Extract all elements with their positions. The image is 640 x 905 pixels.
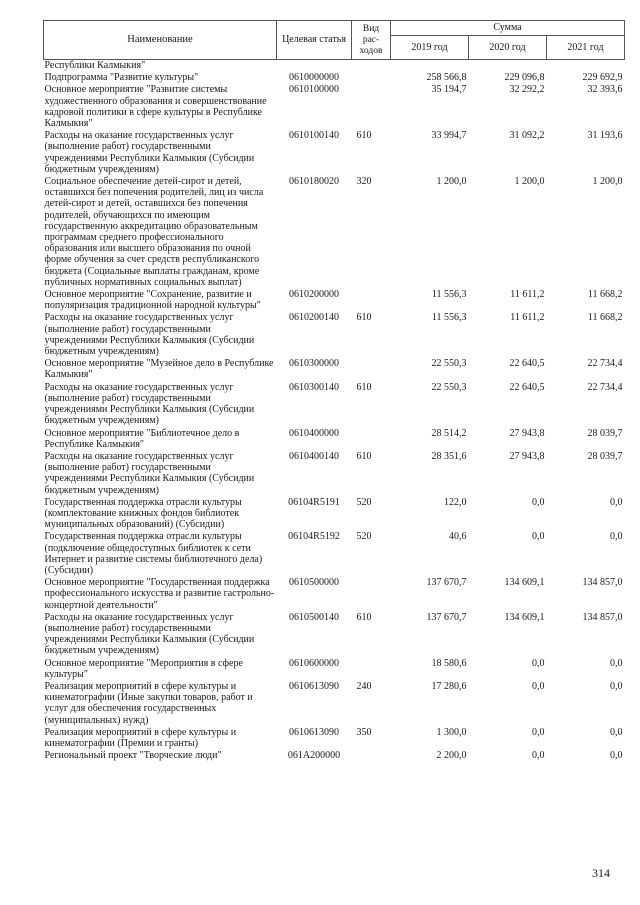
row-amount-2020: 22 640,5 <box>509 381 545 393</box>
row-code: 0610100140 <box>289 130 339 142</box>
row-amount-2021: 28 039,7 <box>587 450 623 462</box>
row-amount-2021: 11 668,2 <box>587 312 623 324</box>
row-amount-2020: 0,0 <box>532 657 545 669</box>
row-expense-type: 610 <box>356 130 372 142</box>
row-name: Республики Калмыкия" <box>44 60 146 71</box>
row-expense-type <box>352 289 391 312</box>
row-name: Основное мероприятие "Сохранение, развитие и популяризация традиционной народной культуры" <box>44 289 261 312</box>
row-amount-2019: 137 670,7 <box>426 577 467 589</box>
table-row <box>44 84 625 130</box>
row-expense-type: 610 <box>356 381 372 393</box>
row-amount-2020: 31 092,2 <box>509 130 545 142</box>
row-amount-2021: 134 857,0 <box>582 611 623 623</box>
row-amount-2020: 11 611,2 <box>510 312 545 324</box>
row-name: Расходы на оказание государственных услуг (выполнение работ) государственными учреждениями Республики Калмыкия (Субсидии бюджетным учреждениям) <box>44 130 255 175</box>
row-amount-2020: 0,0 <box>532 726 545 738</box>
table-row <box>44 577 625 612</box>
table-row <box>44 72 625 84</box>
row-expense-type <box>352 72 391 84</box>
table-row <box>44 727 625 750</box>
row-code: 06104R5192 <box>288 531 340 543</box>
row-amount-2020 <box>469 60 547 73</box>
row-amount-2019: 122,0 <box>444 496 467 508</box>
row-amount-2021: 134 857,0 <box>582 577 623 589</box>
budget-table <box>43 20 625 762</box>
row-amount-2019: 11 556,3 <box>431 312 467 324</box>
row-name: Основное мероприятие "Мероприятия в сфере культуры" <box>44 657 243 680</box>
row-code: 061A200000 <box>287 750 341 762</box>
row-code: 0610300140 <box>289 381 339 393</box>
row-name: Основное мероприятие "Развитие системы художественного образования и совершенствование кадровой политики в сфере культуры в Республике Калмыкия" <box>44 84 267 130</box>
row-amount-2019: 33 994,7 <box>431 130 467 142</box>
row-amount-2019: 1 300,0 <box>436 726 467 738</box>
row-amount-2019: 35 194,7 <box>431 84 467 96</box>
row-name: Региональный проект "Творческие люди" <box>44 750 222 762</box>
row-amount-2021: 31 193,6 <box>587 130 623 142</box>
row-amount-2019: 28 351,6 <box>431 450 467 462</box>
table-row <box>44 451 625 497</box>
table-row <box>44 289 625 312</box>
header-year-2019: 2019 год <box>391 36 469 60</box>
row-name: Реализация мероприятий в сфере культуры и кинематографии (Иные закупки товаров, работ и услуг для обеспечения государственных (муниципальных) нужд) <box>44 680 253 726</box>
row-amount-2021: 0,0 <box>610 726 623 738</box>
row-expense-type <box>352 577 391 612</box>
row-amount-2019: 28 514,2 <box>431 427 467 439</box>
table-row <box>44 531 625 577</box>
row-code: 0610300000 <box>289 358 339 370</box>
row-expense-type <box>352 60 391 73</box>
row-expense-type <box>352 358 391 381</box>
row-amount-2020: 32 292,2 <box>509 84 545 96</box>
table-row <box>44 750 625 762</box>
row-name: Социальное обеспечение детей-сирот и детей, оставшихся без попечения родителей, лиц из числа детей-сирот и детей, оставшихся без попечения родителей, обучающихся по имеющим государственную аккредитацию образовательным программам среднего профессионального образования или высшего образования по очной форме обучения за счет средств республиканского бюджета (Социальные выплаты гражданам, кроме публичных нормативных социальных выплат) <box>44 176 264 288</box>
table-header <box>44 21 625 60</box>
row-amount-2021: 32 393,6 <box>587 84 623 96</box>
row-amount-2021: 229 692,9 <box>582 72 623 84</box>
table-row <box>44 428 625 451</box>
row-name: Государственная поддержка отрасли культуры (комплектование книжных фондов библиотек муниципальных образований) (Субсидии) <box>44 496 242 531</box>
row-expense-type <box>352 750 391 762</box>
header-code: Целевая статья <box>277 21 352 60</box>
row-expense-type: 610 <box>356 450 372 462</box>
row-code: 0610000000 <box>289 72 339 84</box>
row-name: Расходы на оказание государственных услуг (выполнение работ) государственными учреждениями Республики Калмыкия (Субсидии бюджетным учреждениям) <box>44 611 255 657</box>
row-code: 0610100000 <box>289 84 339 96</box>
row-expense-type <box>352 428 391 451</box>
row-amount-2021: 28 039,7 <box>587 427 623 439</box>
row-amount-2021: 22 734,4 <box>587 381 623 393</box>
header-year-2021: 2021 год <box>547 36 625 60</box>
row-amount-2021: 0,0 <box>610 531 623 543</box>
row-code: 0610200000 <box>289 289 339 301</box>
row-amount-2019: 22 550,3 <box>431 381 467 393</box>
row-amount-2019: 137 670,7 <box>426 611 467 623</box>
row-amount-2020: 27 943,8 <box>509 450 545 462</box>
row-code: 0610180020 <box>289 176 339 188</box>
row-expense-type: 520 <box>356 496 372 508</box>
row-amount-2020: 11 611,2 <box>510 289 545 301</box>
header-year-2020: 2020 год <box>469 36 547 60</box>
row-amount-2020: 1 200,0 <box>514 176 545 188</box>
header-sum: Сумма <box>391 21 625 36</box>
row-amount-2020: 22 640,5 <box>509 358 545 370</box>
row-amount-2021: 0,0 <box>610 657 623 669</box>
row-name: Подпрограмма "Развитие культуры" <box>44 72 199 84</box>
table-row <box>44 382 625 428</box>
row-amount-2019: 17 280,6 <box>431 680 467 692</box>
row-amount-2021: 11 668,2 <box>587 289 623 301</box>
row-expense-type: 520 <box>356 531 372 543</box>
table-row <box>44 312 625 358</box>
row-code: 06104R5191 <box>288 496 340 508</box>
row-name: Расходы на оказание государственных услуг (выполнение работ) государственными учреждениями Республики Калмыкия (Субсидии бюджетным учреждениям) <box>44 381 255 427</box>
row-expense-type: 610 <box>356 312 372 324</box>
row-amount-2021: 0,0 <box>610 750 623 762</box>
row-amount-2019 <box>391 60 469 73</box>
row-amount-2021: 22 734,4 <box>587 358 623 370</box>
row-code: 0610613090 <box>289 726 339 738</box>
row-code: 0610500140 <box>289 611 339 623</box>
row-expense-type: 610 <box>356 611 372 623</box>
row-amount-2020: 0,0 <box>532 680 545 692</box>
row-amount-2020: 134 609,1 <box>504 577 545 589</box>
table-row <box>44 60 625 73</box>
row-name: Основное мероприятие "Государственная поддержка профессионального искусства и развитие гастрольно-концертной деятельности" <box>44 577 275 611</box>
table-body <box>44 60 625 763</box>
row-expense-type: 350 <box>356 726 372 738</box>
row-name: Расходы на оказание государственных услуг (выполнение работ) государственными учреждениями Республики Калмыкия (Субсидии бюджетным учреждениям) <box>44 312 255 358</box>
row-expense-type: 320 <box>356 176 372 188</box>
budget-table-page <box>43 20 624 762</box>
row-amount-2020: 0,0 <box>532 750 545 762</box>
row-amount-2021: 0,0 <box>610 496 623 508</box>
page-number: 314 <box>592 866 610 880</box>
row-amount-2020: 0,0 <box>532 496 545 508</box>
row-expense-type: 240 <box>356 680 372 692</box>
table-row <box>44 681 625 727</box>
row-code: 0610600000 <box>289 657 339 669</box>
table-row <box>44 612 625 658</box>
table-row <box>44 130 625 176</box>
row-code: 0610613090 <box>289 680 339 692</box>
row-name: Реализация мероприятий в сфере культуры и кинематографии (Премии и гранты) <box>44 726 237 749</box>
row-amount-2020: 0,0 <box>532 531 545 543</box>
row-amount-2021: 0,0 <box>610 680 623 692</box>
row-amount-2020: 134 609,1 <box>504 611 545 623</box>
row-amount-2019: 18 580,6 <box>431 657 467 669</box>
row-name: Основное мероприятие "Библиотечное дело в Республике Калмыкия" <box>44 427 240 450</box>
row-code: 0610400000 <box>289 427 339 439</box>
row-amount-2019: 258 566,8 <box>426 72 467 84</box>
row-code <box>277 60 352 73</box>
row-amount-2019: 11 556,3 <box>431 289 467 301</box>
header-vid: Вид рас-ходов <box>352 21 391 60</box>
row-expense-type <box>352 658 391 681</box>
row-amount-2019: 1 200,0 <box>436 176 467 188</box>
row-code: 0610200140 <box>289 312 339 324</box>
row-name: Государственная поддержка отрасли культуры (подключение общедоступных библиотек к сети Интернет и развитие системы библиотечного дела) (Субсидии) <box>44 531 263 576</box>
table-row <box>44 497 625 532</box>
table-row <box>44 176 625 289</box>
row-amount-2021 <box>547 60 625 73</box>
row-name: Основное мероприятие "Музейное дело в Республике Калмыкия" <box>44 358 274 381</box>
row-amount-2019: 40,6 <box>449 531 467 543</box>
row-amount-2020: 229 096,8 <box>504 72 545 84</box>
row-amount-2021: 1 200,0 <box>592 176 623 188</box>
row-amount-2020: 27 943,8 <box>509 427 545 439</box>
row-name: Расходы на оказание государственных услуг (выполнение работ) государственными учреждениями Республики Калмыкия (Субсидии бюджетным учреждениям) <box>44 450 255 496</box>
table-row <box>44 358 625 381</box>
row-code: 0610500000 <box>289 577 339 589</box>
row-code: 0610400140 <box>289 450 339 462</box>
row-expense-type <box>352 84 391 130</box>
row-amount-2019: 22 550,3 <box>431 358 467 370</box>
header-name: Наименование <box>44 21 277 60</box>
table-row <box>44 658 625 681</box>
row-amount-2019: 2 200,0 <box>436 750 467 762</box>
